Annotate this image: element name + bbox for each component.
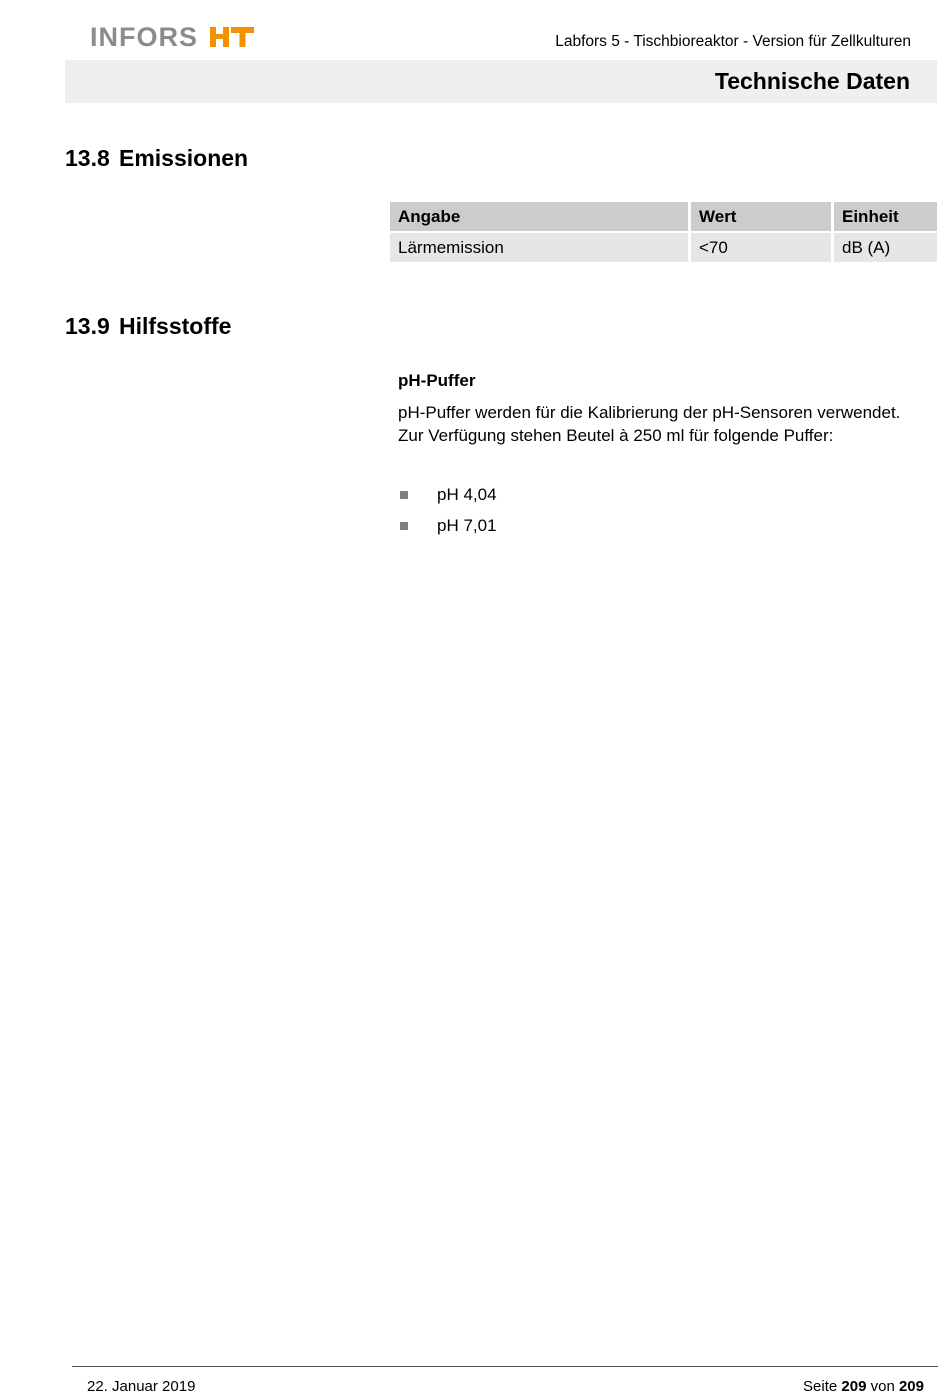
section-heading-hilfsstoffe [65, 313, 231, 340]
table-cell: dB (A) [834, 233, 937, 262]
table-row [390, 233, 937, 262]
table-cell: <70 [691, 233, 831, 262]
footer-date: 22. Januar 2019 [87, 1378, 196, 1395]
document-title: Labfors 5 - Tischbioreaktor - Version für Zellkulturen [555, 33, 911, 50]
page-number [803, 1378, 924, 1395]
section-heading-emissionen [65, 145, 248, 172]
chapter-band [65, 60, 937, 103]
column-header: Einheit [834, 202, 937, 233]
description-line: Zur Verfügung stehen Beutel à 250 ml für folgende Puffer: [398, 426, 834, 445]
page-current: 209 [841, 1378, 867, 1395]
logo-ht-mark [208, 23, 256, 51]
logo-wordmark: INFORS [90, 22, 199, 52]
page-total: 209 [898, 1378, 924, 1395]
list-item [398, 483, 497, 514]
table-cell: Lärmemission [390, 233, 688, 262]
bullet-square-icon [400, 522, 408, 530]
ph-buffer-description [398, 401, 943, 447]
column-header: Angabe [390, 202, 688, 233]
section-title: Emissionen [119, 145, 249, 171]
ph-buffer-subheading: pH-Puffer [398, 371, 476, 390]
chapter-title: Technische Daten [714, 68, 910, 94]
buffer-list [398, 483, 497, 545]
footer-divider [72, 1366, 938, 1367]
emissions-table [387, 202, 940, 262]
list-item-label: pH 7,01 [437, 516, 497, 535]
column-header: Wert [691, 202, 831, 233]
section-number: 13.9 [65, 313, 110, 339]
description-line: pH-Puffer werden für die Kalibrierung der pH-Sensoren verwendet. [398, 403, 901, 422]
page-between: von [870, 1378, 895, 1395]
section-number: 13.8 [65, 145, 110, 171]
company-logo [90, 22, 256, 52]
list-item [398, 514, 497, 545]
bullet-square-icon [400, 491, 408, 499]
table-header-row [390, 202, 937, 233]
page-prefix: Seite [803, 1378, 838, 1395]
list-item-label: pH 4,04 [437, 485, 497, 504]
section-title: Hilfsstoffe [119, 313, 232, 339]
